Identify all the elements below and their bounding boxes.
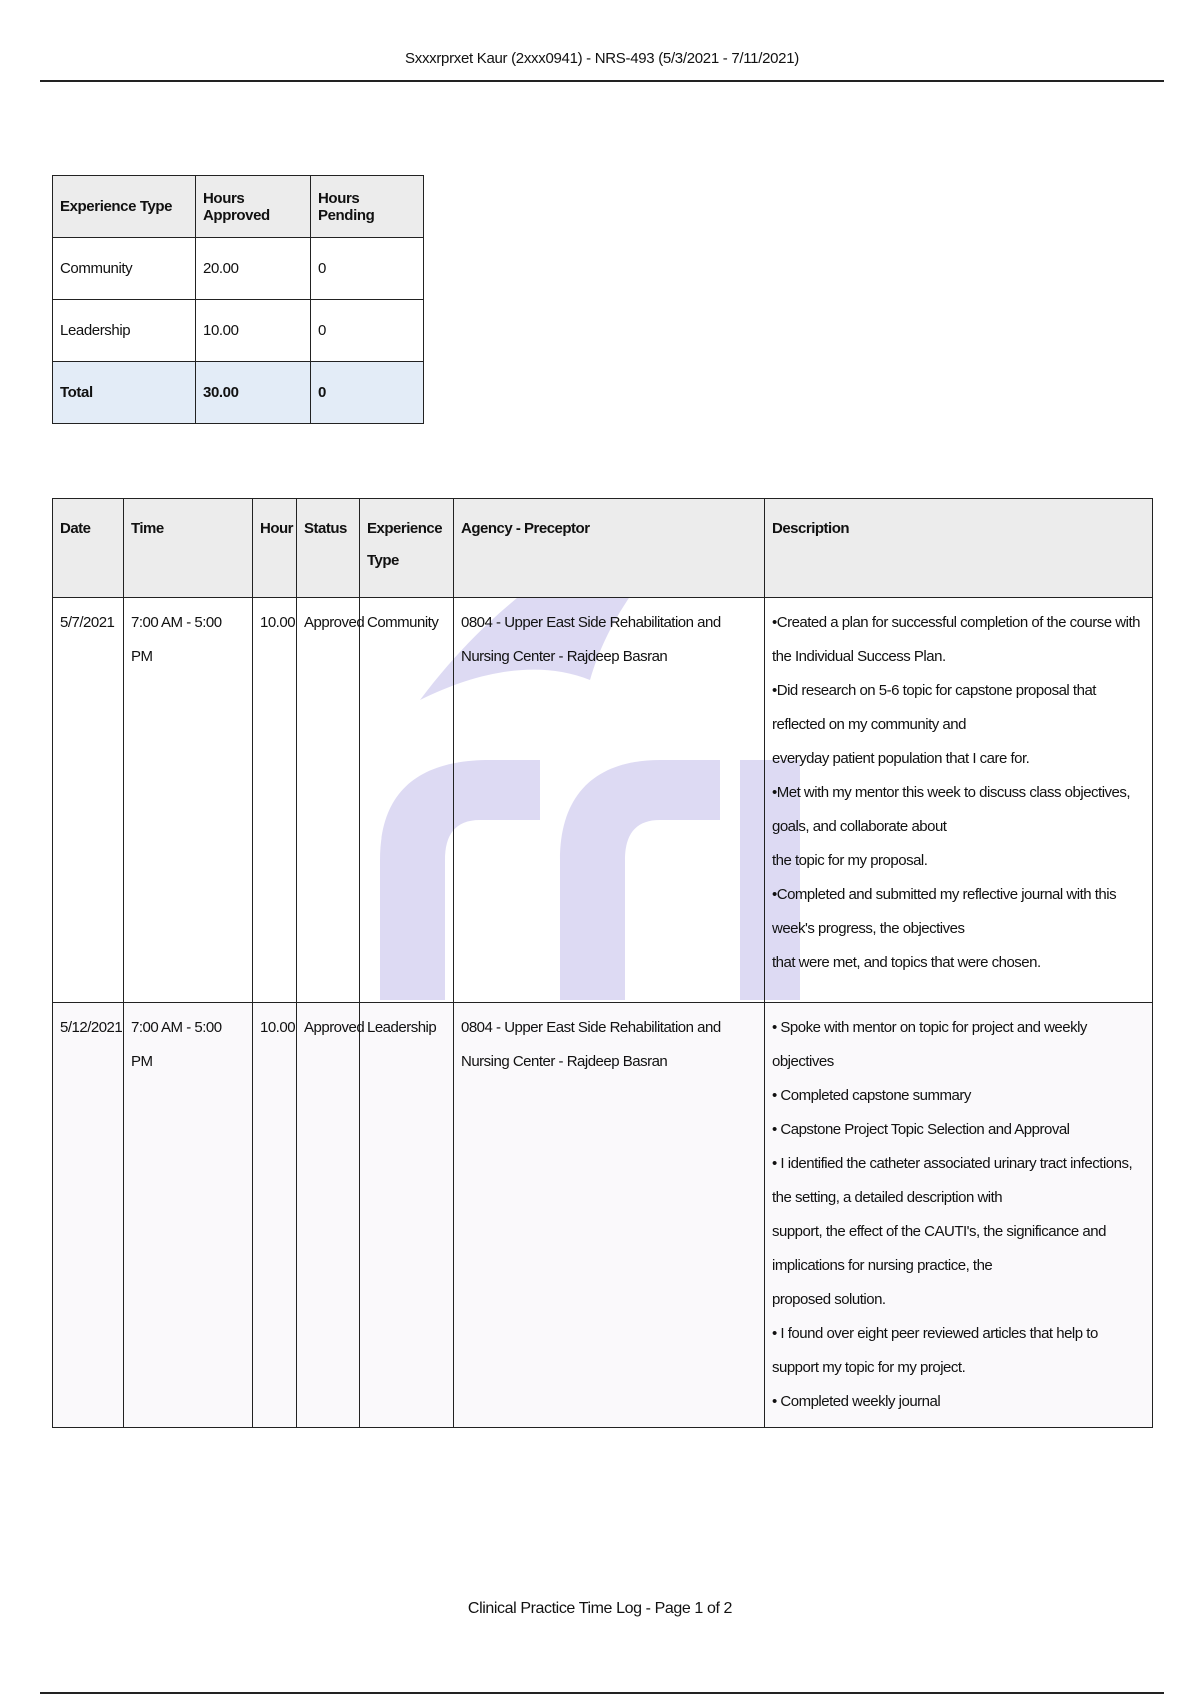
entry-status: Approved <box>297 1003 360 1428</box>
footer-divider <box>40 1692 1164 1694</box>
entry-experience-type: Leadership <box>360 1003 454 1428</box>
description-line: •Did research on 5-6 topic for capstone proposal that reflected on my community and <box>772 682 1096 733</box>
summary-row <box>53 238 424 300</box>
summary-col-hours-approved: Hours Approved <box>196 176 311 238</box>
summary-total-approved: 30.00 <box>196 362 311 424</box>
entry-experience-type: Community <box>360 598 454 1003</box>
summary-col-hours-pending: Hours Pending <box>311 176 424 238</box>
description-line: • Completed weekly journal <box>772 1393 941 1410</box>
entry-description <box>765 598 1153 1003</box>
entry-date: 5/12/2021 <box>53 1003 124 1428</box>
entry-time: 7:00 AM - 5:00 PM <box>124 1003 253 1428</box>
entry-status: Approved <box>297 598 360 1003</box>
log-entry-row <box>53 598 1153 1003</box>
log-col-date: Date <box>53 499 124 598</box>
entry-hour: 10.00 <box>253 1003 297 1428</box>
description-line: • Spoke with mentor on topic for project and weekly objectives <box>772 1019 1087 1070</box>
log-col-status: Status <box>297 499 360 598</box>
entry-agency-preceptor: 0804 - Upper East Side Rehabilitation and Nursing Center - Rajdeep Basran <box>454 1003 765 1428</box>
log-col-agency-preceptor: Agency - Preceptor <box>454 499 765 598</box>
page-header <box>40 48 1164 82</box>
page-footer: Clinical Practice Time Log - Page 1 of 2 <box>467 1600 733 1617</box>
description-line: •Met with my mentor this week to discuss class objectives, goals, and collaborate about <box>772 784 1131 835</box>
description-line: the topic for my proposal. <box>772 852 928 869</box>
description-line: support, the effect of the CAUTI's, the significance and implications for nursing practice, the <box>772 1223 1106 1274</box>
description-line: •Completed and submitted my reflective journal with this week's progress, the objectives <box>772 886 1117 937</box>
description-line: • I identified the catheter associated urinary tract infections, the setting, a detailed description with <box>772 1155 1133 1206</box>
description-line: proposed solution. <box>772 1291 886 1308</box>
document-title: Sxxxrprxet Kaur (2xxx0941) - NRS-493 (5/3/2021 - 7/11/2021) <box>405 50 799 67</box>
log-col-hour: Hour <box>253 499 297 598</box>
description-line: •Created a plan for successful completion of the course with the Individual Success Plan. <box>772 614 1140 665</box>
entry-hour: 10.00 <box>253 598 297 1003</box>
summary-hours-pending: 0 <box>311 238 424 300</box>
description-line: everyday patient population that I care for. <box>772 750 1030 767</box>
description-line: that were met, and topics that were chosen. <box>772 954 1041 971</box>
summary-total-pending: 0 <box>311 362 424 424</box>
log-col-experience-type: Experience Type <box>360 499 454 598</box>
summary-hours-approved: 10.00 <box>196 300 311 362</box>
log-header-row <box>53 499 1153 598</box>
summary-header-row <box>53 176 424 238</box>
entry-agency-preceptor: 0804 - Upper East Side Rehabilitation and Nursing Center - Rajdeep Basran <box>454 598 765 1003</box>
time-log-table <box>52 498 1153 1428</box>
entry-date: 5/7/2021 <box>53 598 124 1003</box>
summary-row <box>53 300 424 362</box>
summary-hours-pending: 0 <box>311 300 424 362</box>
entry-time: 7:00 AM - 5:00 PM <box>124 598 253 1003</box>
log-col-time: Time <box>124 499 253 598</box>
log-entry-row <box>53 1003 1153 1428</box>
description-line: • I found over eight peer reviewed articles that help to support my topic for my project. <box>772 1325 1098 1376</box>
summary-experience-type: Leadership <box>53 300 196 362</box>
description-line: • Completed capstone summary <box>772 1087 971 1104</box>
summary-hours-approved: 20.00 <box>196 238 311 300</box>
summary-total-label: Total <box>53 362 196 424</box>
summary-col-experience-type: Experience Type <box>53 176 196 238</box>
description-line: • Capstone Project Topic Selection and Approval <box>772 1121 1070 1138</box>
summary-total-row <box>53 362 424 424</box>
log-col-description: Description <box>765 499 1153 598</box>
summary-experience-type: Community <box>53 238 196 300</box>
entry-description <box>765 1003 1153 1428</box>
hours-summary-table <box>52 175 424 424</box>
